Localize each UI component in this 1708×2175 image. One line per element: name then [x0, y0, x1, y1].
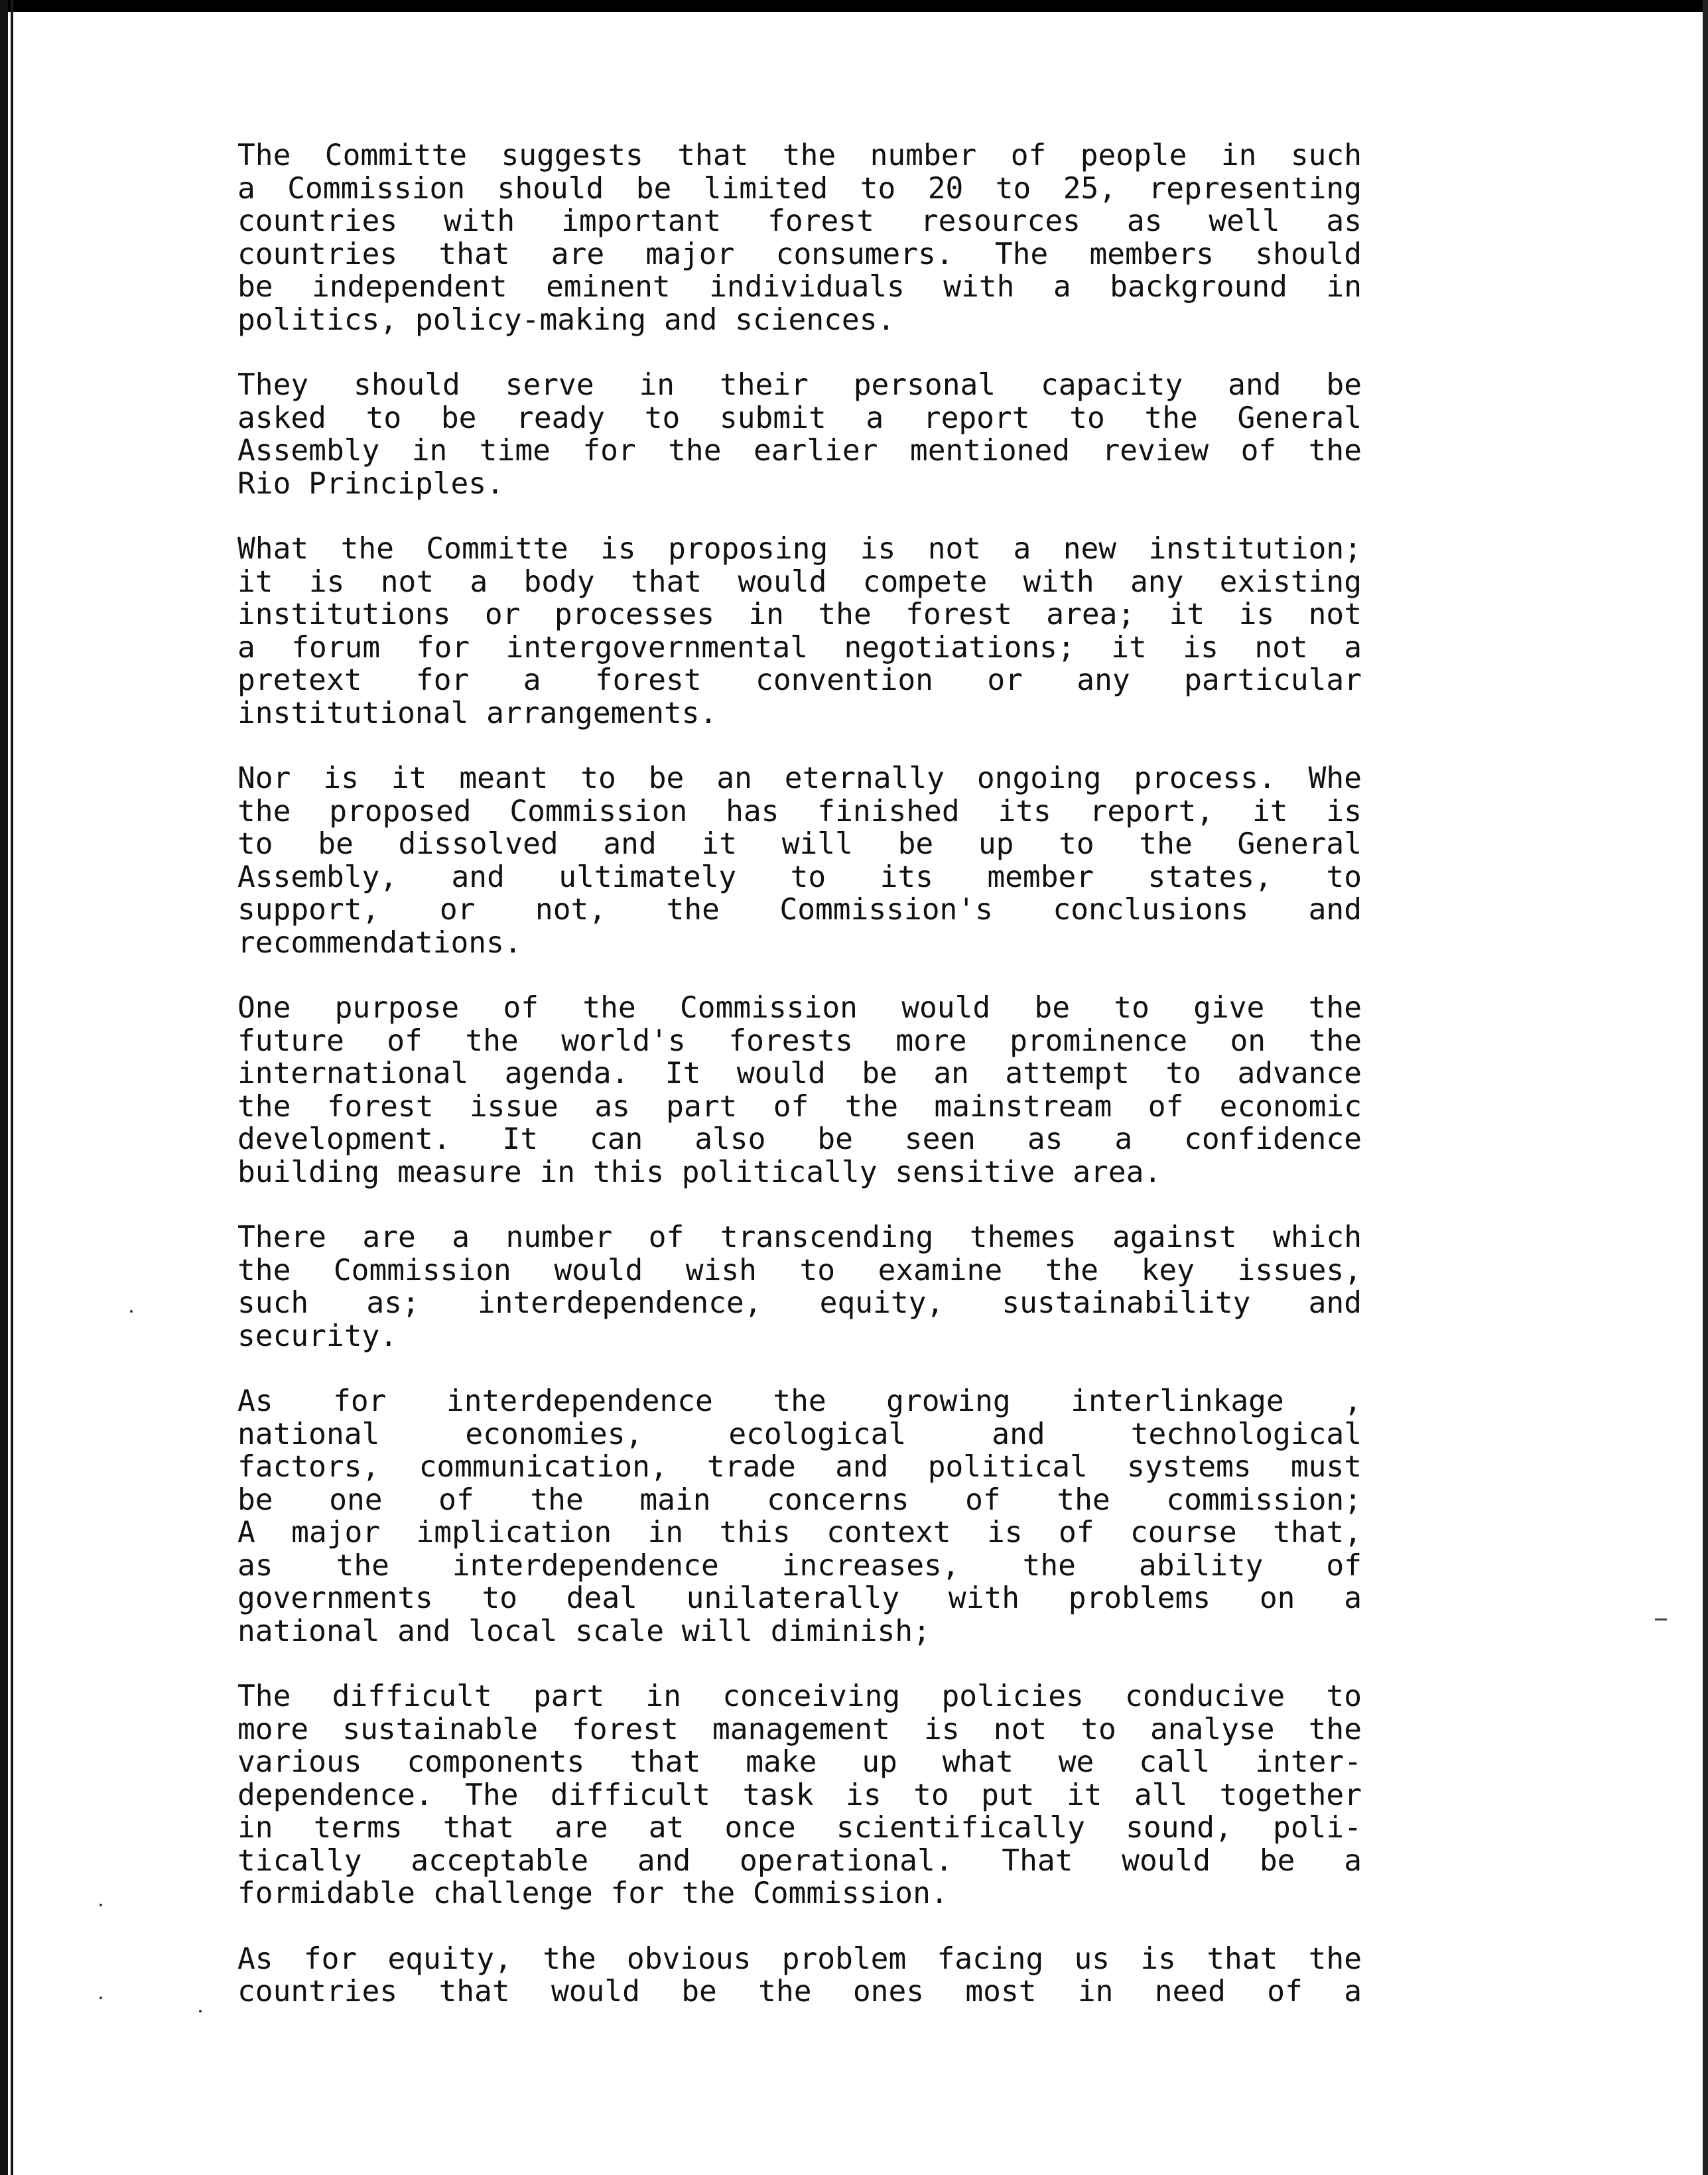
scan-speck — [199, 2010, 202, 2012]
text-line: the Commission would wish to examine the key issues, — [237, 1253, 1362, 1287]
text-line: in terms that are at once scientifically sound, poli- — [237, 1811, 1362, 1845]
text-line: international agenda. It would be an attempt to advance — [237, 1057, 1362, 1090]
text-line: dependence. The difficult task is to put it all together — [237, 1778, 1362, 1812]
scan-border-right — [1703, 0, 1708, 2175]
text-line: national economies, ecological and technological — [237, 1417, 1362, 1451]
text-line: it is not a body that would compete with any existing — [237, 564, 1362, 599]
text-line: The difficult part in conceiving policies conducive to — [237, 1680, 1362, 1713]
text-line: They should serve in their personal capacity and be — [237, 368, 1362, 402]
text-line: institutional arrangements. — [237, 696, 718, 730]
scan-speck — [130, 1310, 133, 1313]
text-line: as the interdependence increases, the ability of — [237, 1548, 1362, 1583]
scan-speck — [99, 1997, 102, 1999]
paragraph — [237, 1385, 1362, 1648]
text-line: be one of the main concerns of the commission; — [237, 1483, 1362, 1517]
paragraph — [237, 992, 1362, 1189]
text-line: be independent eminent individuals with a background in — [237, 270, 1362, 304]
text-line: future of the world's forests more prominence on the — [237, 1023, 1362, 1058]
text-line: countries with important forest resources as well as — [237, 204, 1362, 238]
text-line: factors, communication, trade and political systems must — [237, 1450, 1362, 1484]
scan-speck — [99, 1904, 102, 1906]
paragraph — [237, 1680, 1362, 1910]
text-line: countries that are major consumers. The members should — [237, 237, 1362, 271]
text-line: building measure in this politically sensitive area. — [237, 1155, 1162, 1189]
text-line: a Commission should be limited to 20 to 25, representing — [237, 171, 1362, 206]
document-body — [237, 139, 1362, 2041]
text-line: more sustainable forest management is not to analyse the — [237, 1712, 1362, 1747]
text-line: support, or not, the Commission's conclusions and — [237, 893, 1362, 927]
text-line: The Committe suggests that the number of people in such — [237, 139, 1362, 172]
paragraph — [237, 369, 1362, 500]
text-line: tically acceptable and operational. That would be a — [237, 1843, 1362, 1878]
text-line: politics, policy-making and sciences. — [237, 302, 895, 337]
text-line: There are a number of transcending themes against which — [237, 1220, 1362, 1254]
text-line: governments to deal unilaterally with problems on a — [237, 1581, 1362, 1615]
text-line: One purpose of the Commission would be to give the — [237, 991, 1362, 1025]
paragraph — [237, 1221, 1362, 1352]
text-line: Assembly, and ultimately to its member states, to — [237, 860, 1362, 894]
text-line: recommendations. — [237, 925, 522, 960]
text-line: such as; interdependence, equity, sustainability and — [237, 1286, 1362, 1320]
scan-mark — [1655, 1618, 1667, 1620]
text-line: various components that make up what we call inter- — [237, 1745, 1362, 1779]
paragraph — [237, 762, 1362, 959]
scan-border-left-inner — [11, 0, 13, 2175]
text-line: pretext for a forest convention or any particular — [237, 663, 1362, 697]
paragraph — [237, 139, 1362, 336]
text-line: national and local scale will diminish; — [237, 1614, 931, 1648]
text-line: a forum for intergovernmental negotiations; it is not a — [237, 630, 1362, 665]
scan-border-left — [0, 0, 8, 2175]
paragraph — [237, 1943, 1362, 2009]
text-line: A major implication in this context is of course that, — [237, 1516, 1362, 1549]
text-line: Nor is it meant to be an eternally ongoing process. Whe — [237, 761, 1362, 795]
text-line: formidable challenge for the Commission. — [237, 1877, 949, 1910]
text-line: asked to be ready to submit a report to the General — [237, 401, 1362, 435]
text-line: the proposed Commission has finished its report, it is — [237, 794, 1362, 828]
text-line: Rio Principles. — [237, 466, 504, 501]
text-line: the forest issue as part of the mainstream of economic — [237, 1089, 1362, 1124]
text-line: development. It can also be seen as a confidence — [237, 1122, 1362, 1156]
scan-border-top — [0, 0, 1708, 12]
text-line: security. — [237, 1319, 398, 1353]
text-line: As for equity, the obvious problem facing us is that the — [237, 1942, 1362, 1976]
text-line: What the Committe is proposing is not a new institution; — [237, 532, 1362, 566]
text-line: countries that would be the ones most in need of a — [237, 1975, 1362, 2009]
text-line: to be dissolved and it will be up to the General — [237, 827, 1362, 861]
paragraph — [237, 533, 1362, 730]
text-line: Assembly in time for the earlier mentioned review of the — [237, 434, 1362, 468]
text-line: institutions or processes in the forest area; it is not — [237, 598, 1362, 631]
text-line: As for interdependence the growing interlinkage , — [237, 1384, 1362, 1418]
